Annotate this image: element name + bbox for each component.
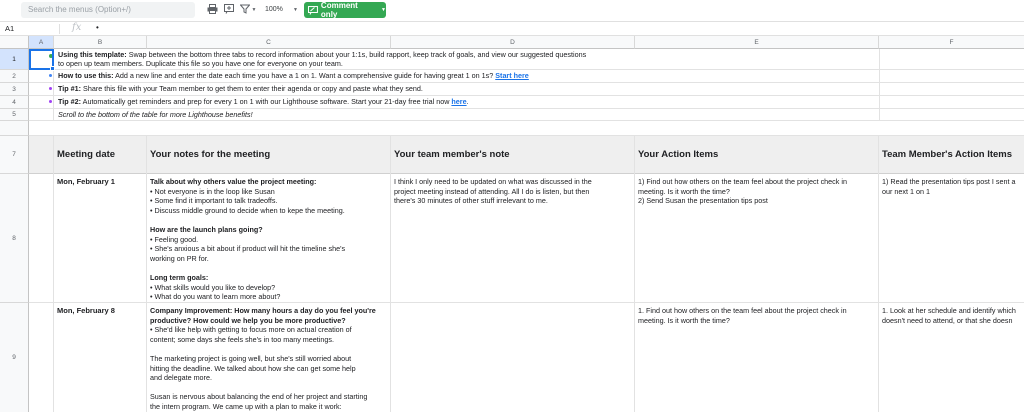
member-note: I think I only need to be updated on what was discussed in the project meeting instead of attending. All I do is listen, but then there's 30 minutes of other stuff irrelevant to me. bbox=[394, 177, 592, 206]
note-line: • She's anxious a bit about if product will hit the timeline she's bbox=[150, 244, 346, 254]
note-line: • She'd like help with getting to focus more on actual creation of bbox=[150, 325, 352, 335]
header-team-member-note[interactable]: Your team member's note bbox=[391, 136, 635, 174]
header-meeting-date[interactable]: Meeting date bbox=[54, 136, 147, 174]
member-action-items: 1. Look at her schedule and identify which doesn't need to attend, or that she doesn bbox=[882, 306, 1016, 325]
template-info-text: Using this template: Swap between the bottom three tabs to record information about your 1:1s, build rapport, keep track of goals, and view our suggested questions bbox=[58, 50, 587, 59]
cell-a2[interactable] bbox=[29, 70, 54, 83]
search-menus-input[interactable]: Search the menus (Option+/) bbox=[21, 2, 195, 18]
cell-b8[interactable] bbox=[54, 174, 147, 303]
row-header-8[interactable]: 8 bbox=[0, 174, 29, 303]
cell-f3[interactable] bbox=[879, 83, 1024, 96]
note-line: Susan is nervous about balancing the end of her project and starting bbox=[150, 392, 368, 402]
note-line bbox=[150, 215, 345, 225]
comment-only-icon bbox=[308, 6, 318, 15]
comment-add-icon[interactable] bbox=[223, 4, 235, 16]
row-header-1[interactable]: 1 bbox=[0, 49, 29, 70]
row-header-3[interactable]: 3 bbox=[0, 83, 29, 96]
chevron-down-icon: ▼ bbox=[381, 7, 386, 13]
note-line: • What skills would you like to develop? bbox=[150, 282, 276, 292]
divider bbox=[59, 24, 60, 34]
cell-c8[interactable] bbox=[147, 174, 391, 303]
note-line bbox=[150, 383, 376, 393]
toolbar bbox=[0, 0, 1024, 21]
start-here-link[interactable]: Start here bbox=[495, 71, 529, 80]
row-6-cells[interactable] bbox=[29, 121, 1024, 136]
cell-a9[interactable] bbox=[29, 303, 54, 412]
note-line: working on PR for. bbox=[150, 253, 209, 263]
filter-dropdown-icon[interactable]: ▼ bbox=[251, 7, 257, 13]
row-header-4[interactable]: 4 bbox=[0, 96, 29, 109]
note-line: hitting the deadline. We talked about how she can get some help bbox=[150, 363, 356, 373]
name-box[interactable]: A1 bbox=[5, 24, 15, 33]
cell-f8[interactable] bbox=[879, 174, 1024, 303]
cell-e8[interactable] bbox=[635, 174, 879, 303]
print-icon[interactable] bbox=[206, 4, 218, 16]
template-info-text-line2: to open up team members. Duplicate this file so you have one for everyone on your team. bbox=[58, 59, 343, 68]
note-line: Company Improvement: How many hours a day do you feel you're bbox=[150, 306, 376, 315]
table-header-row bbox=[29, 136, 1024, 174]
column-header-a[interactable]: A bbox=[29, 36, 54, 49]
note-line: • Discuss middle ground to decide when to kepe the meeting. bbox=[150, 205, 345, 215]
cell-d8[interactable] bbox=[391, 174, 635, 303]
note-line: the intern program. We came up with a plan to make it work: bbox=[150, 401, 342, 411]
note-line: • Not everyone is in the loop like Susan bbox=[150, 186, 275, 196]
status-dot-icon bbox=[49, 87, 52, 90]
tip-1-text: Tip #1: Share this file with your Team member to get them to enter their agenda or copy and paste what they send. bbox=[58, 84, 423, 93]
note-line: How are the launch plans going? bbox=[150, 224, 263, 234]
cell-c9[interactable] bbox=[147, 303, 391, 412]
header-your-notes[interactable]: Your notes for the meeting bbox=[147, 136, 391, 174]
note-line: • Some find it important to talk tradeoffs. bbox=[150, 196, 278, 206]
status-dot-icon bbox=[49, 100, 52, 103]
select-all-corner[interactable] bbox=[0, 36, 29, 49]
cell-f1[interactable] bbox=[879, 49, 1024, 70]
status-dot-icon bbox=[49, 74, 52, 77]
cell-a4[interactable] bbox=[29, 96, 54, 109]
note-line: content; some days she feels she's in too many meetings. bbox=[150, 334, 334, 344]
fill-handle[interactable] bbox=[50, 66, 55, 71]
zoom-select[interactable]: 100% bbox=[265, 6, 283, 13]
meeting-notes bbox=[150, 306, 376, 412]
column-header-e[interactable]: E bbox=[635, 36, 879, 49]
note-line: • What do you want to learn more about? bbox=[150, 292, 281, 302]
note-line: and delegate more. bbox=[150, 373, 212, 383]
row-header-7[interactable]: 7 bbox=[0, 136, 29, 174]
note-line bbox=[150, 263, 345, 273]
cell-d9[interactable] bbox=[391, 303, 635, 412]
cell-a5[interactable] bbox=[29, 109, 54, 121]
formula-bar bbox=[0, 21, 1024, 36]
comment-only-button[interactable] bbox=[304, 2, 386, 18]
column-header-c[interactable]: C bbox=[147, 36, 391, 49]
meeting-date: Mon, February 1 bbox=[57, 177, 115, 186]
meeting-date: Mon, February 8 bbox=[57, 306, 115, 315]
zoom-dropdown-icon[interactable]: ▼ bbox=[293, 7, 298, 13]
column-header-b[interactable]: B bbox=[54, 36, 147, 49]
free-trial-link[interactable]: here bbox=[451, 97, 467, 106]
column-header-f[interactable]: F bbox=[879, 36, 1024, 49]
scroll-hint-text: Scroll to the bottom of the table for more Lighthouse benefits! bbox=[58, 110, 253, 119]
active-cell-outline bbox=[29, 49, 54, 70]
cell-f5[interactable] bbox=[879, 109, 1024, 121]
note-line: Long term goals: bbox=[150, 272, 209, 282]
member-action-items: 1) Read the presentation tips post I sent a our next 1 on 1 bbox=[882, 177, 1016, 196]
note-line: The marketing project is going well, but she's still worried about bbox=[150, 353, 352, 363]
fx-icon: fx bbox=[72, 22, 82, 33]
cell-f9[interactable] bbox=[879, 303, 1024, 412]
action-items: 1) Find out how others on the team feel about the project check in meeting. Is it worth the time? 2) Send Susan the presentation tips post bbox=[638, 177, 847, 206]
header-cell-a[interactable] bbox=[29, 136, 54, 174]
column-header-d[interactable]: D bbox=[391, 36, 635, 49]
cell-a3[interactable] bbox=[29, 83, 54, 96]
note-line: productive? How could we help you be more productive? bbox=[150, 315, 346, 325]
comment-only-label: Comment only bbox=[320, 1, 358, 19]
row-header-2[interactable]: 2 bbox=[0, 70, 29, 83]
note-line: • Feeling good. bbox=[150, 234, 199, 244]
cell-b9[interactable] bbox=[54, 303, 147, 412]
meeting-notes bbox=[150, 177, 345, 302]
note-line bbox=[150, 344, 376, 354]
header-team-member-action-items[interactable]: Team Member's Action Items bbox=[882, 149, 1013, 160]
row-header-6[interactable] bbox=[0, 121, 29, 136]
header-your-action-items[interactable]: Your Action Items bbox=[635, 136, 879, 174]
row-header-5[interactable]: 5 bbox=[0, 109, 29, 121]
cell-f2[interactable] bbox=[879, 70, 1024, 83]
filter-icon[interactable] bbox=[239, 4, 251, 16]
formula-input[interactable]: • bbox=[96, 23, 99, 32]
cell-e9[interactable] bbox=[635, 303, 879, 412]
note-line: Talk about why others value the project meeting: bbox=[150, 177, 317, 186]
cell-a8[interactable] bbox=[29, 174, 54, 303]
tip-2-text: Tip #2: Automatically get reminders and prep for every 1 on 1 with our Lighthouse software. Start your 21-day free trial now here. bbox=[58, 97, 469, 106]
cell-f4[interactable] bbox=[879, 96, 1024, 109]
how-to-use-text: How to use this: Add a new line and enter the date each time you have a 1 on 1. Want a comprehensive guide for having great 1 on 1s? Start here bbox=[58, 71, 529, 80]
row-header-9[interactable]: 9 bbox=[0, 303, 29, 412]
action-items: 1. Find out how others on the team feel about the project check in meeting. Is it worth the time? bbox=[638, 306, 847, 325]
